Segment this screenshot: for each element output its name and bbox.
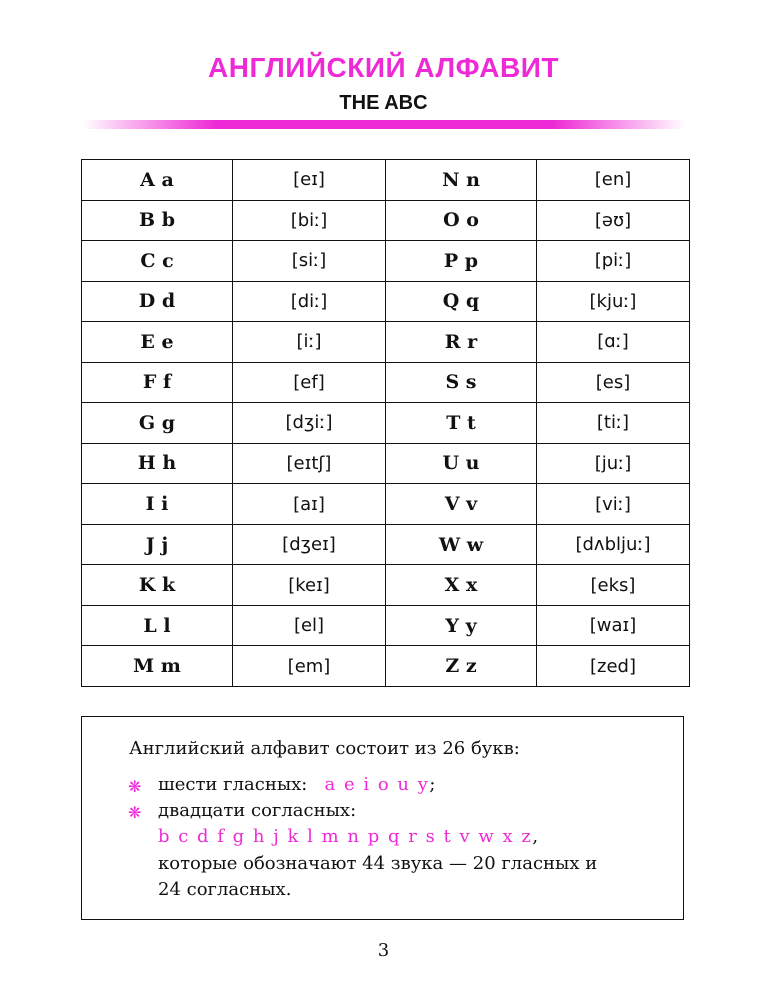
consonants-label: двадцати согласных: bbox=[158, 800, 357, 821]
consonants-list: b c d f g h j k l m n p q r s t v w x z bbox=[158, 826, 533, 847]
letter-cell: D d bbox=[82, 281, 233, 322]
transcription-cell: [dʒeɪ] bbox=[233, 524, 386, 565]
letter-cell: A a bbox=[82, 160, 233, 201]
letter-cell: T t bbox=[386, 403, 537, 444]
page-subtitle: THE ABC bbox=[339, 92, 428, 114]
alphabet-row bbox=[82, 241, 690, 282]
alphabet-row bbox=[82, 160, 690, 201]
alphabet-table bbox=[81, 159, 690, 687]
consonants-end: , bbox=[532, 826, 539, 847]
alphabet-row bbox=[82, 281, 690, 322]
title-underline bbox=[82, 120, 686, 129]
letter-cell: R r bbox=[386, 322, 537, 363]
transcription-cell: [viː] bbox=[537, 484, 690, 525]
alphabet-row bbox=[82, 403, 690, 444]
alphabet-row bbox=[82, 605, 690, 646]
alphabet-row bbox=[82, 200, 690, 241]
vowels-end: ; bbox=[429, 774, 436, 795]
alphabet-row bbox=[82, 362, 690, 403]
letter-cell: B b bbox=[82, 200, 233, 241]
alphabet-row bbox=[82, 524, 690, 565]
letter-cell: E e bbox=[82, 322, 233, 363]
vowels-list: a e i o u y bbox=[324, 774, 430, 795]
letter-cell: M m bbox=[82, 646, 233, 687]
alphabet-row bbox=[82, 484, 690, 525]
transcription-cell: [ef] bbox=[233, 362, 386, 403]
transcription-cell: [dʌbljuː] bbox=[537, 524, 690, 565]
vowels-line bbox=[158, 772, 435, 798]
asterisk-icon: ❋ bbox=[128, 803, 142, 822]
transcription-cell: [dʒiː] bbox=[233, 403, 386, 444]
letter-cell: X x bbox=[386, 565, 537, 606]
transcription-cell: [em] bbox=[233, 646, 386, 687]
letter-cell: I i bbox=[82, 484, 233, 525]
letter-cell: Q q bbox=[386, 281, 537, 322]
letter-cell: N n bbox=[386, 160, 537, 201]
letter-cell: H h bbox=[82, 443, 233, 484]
alphabet-row bbox=[82, 565, 690, 606]
transcription-cell: [eɪtʃ] bbox=[233, 443, 386, 484]
letter-cell: U u bbox=[386, 443, 537, 484]
alphabet-row bbox=[82, 646, 690, 687]
letter-cell: S s bbox=[386, 362, 537, 403]
transcription-cell: [ɑː] bbox=[537, 322, 690, 363]
letter-cell: O o bbox=[386, 200, 537, 241]
alphabet-note-box bbox=[81, 716, 684, 920]
transcription-cell: [en] bbox=[537, 160, 690, 201]
transcription-cell: [el] bbox=[233, 605, 386, 646]
letter-cell: P p bbox=[386, 241, 537, 282]
letter-cell: J j bbox=[82, 524, 233, 565]
transcription-cell: [kjuː] bbox=[537, 281, 690, 322]
transcription-cell: [eɪ] bbox=[233, 160, 386, 201]
vowels-label: шести гласных: bbox=[158, 774, 308, 795]
letter-cell: Y y bbox=[386, 605, 537, 646]
letter-cell: L l bbox=[82, 605, 233, 646]
consonants-line bbox=[158, 824, 538, 850]
letter-cell: V v bbox=[386, 484, 537, 525]
letter-cell: W w bbox=[386, 524, 537, 565]
transcription-cell: [diː] bbox=[233, 281, 386, 322]
explanation-line-1: которые обозначают 44 звука — 20 гласных и bbox=[158, 853, 598, 874]
letter-cell: C c bbox=[82, 241, 233, 282]
letter-cell: Z z bbox=[386, 646, 537, 687]
transcription-cell: [əʊ] bbox=[537, 200, 690, 241]
explanation-line-2: 24 согласных. bbox=[158, 879, 292, 900]
transcription-cell: [juː] bbox=[537, 443, 690, 484]
note-intro: Английский алфавит состоит из 26 букв: bbox=[129, 738, 520, 759]
alphabet-row bbox=[82, 443, 690, 484]
transcription-cell: [siː] bbox=[233, 241, 386, 282]
transcription-cell: [es] bbox=[537, 362, 690, 403]
transcription-cell: [iː] bbox=[233, 322, 386, 363]
transcription-cell: [eks] bbox=[537, 565, 690, 606]
transcription-cell: [waɪ] bbox=[537, 605, 690, 646]
transcription-cell: [keɪ] bbox=[233, 565, 386, 606]
letter-cell: F f bbox=[82, 362, 233, 403]
transcription-cell: [tiː] bbox=[537, 403, 690, 444]
page-title: АНГЛИЙСКИЙ АЛФАВИТ bbox=[208, 52, 559, 83]
letter-cell: G g bbox=[82, 403, 233, 444]
page-number: 3 bbox=[377, 940, 390, 961]
transcription-cell: [zed] bbox=[537, 646, 690, 687]
asterisk-icon: ❋ bbox=[128, 777, 142, 796]
transcription-cell: [aɪ] bbox=[233, 484, 386, 525]
alphabet-row bbox=[82, 322, 690, 363]
letter-cell: K k bbox=[82, 565, 233, 606]
transcription-cell: [biː] bbox=[233, 200, 386, 241]
transcription-cell: [piː] bbox=[537, 241, 690, 282]
